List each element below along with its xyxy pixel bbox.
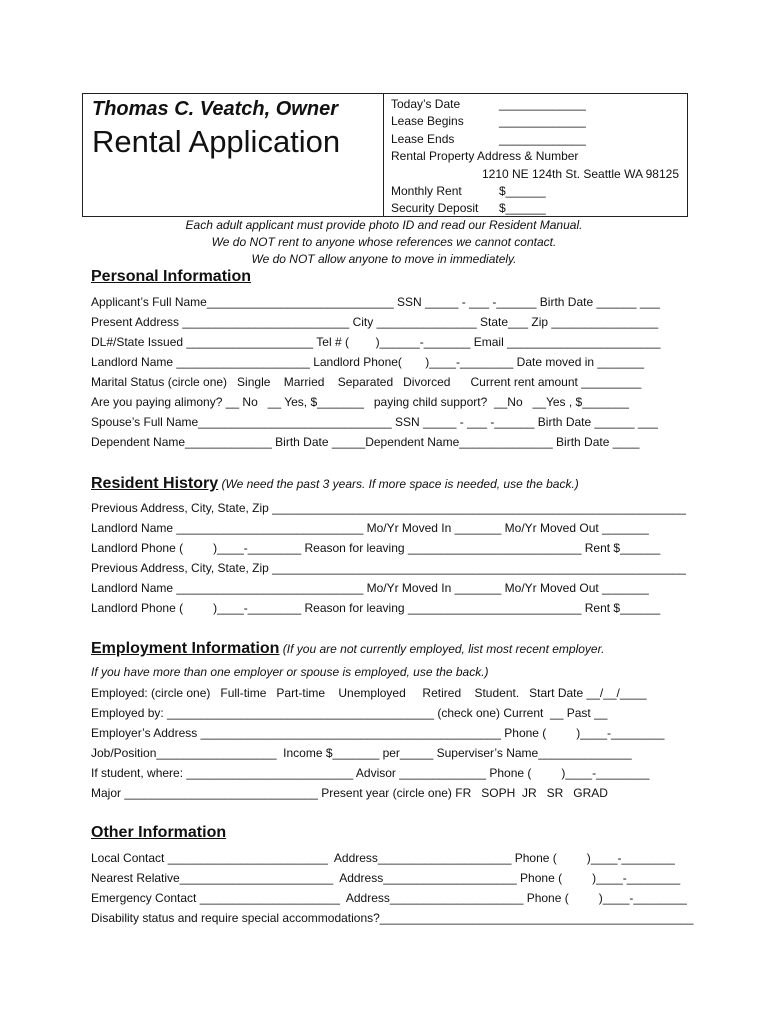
marital-status-row[interactable]: Marital Status (circle one) Single Married Separated Divorced Current rent amount _________ (91, 375, 642, 389)
lease-ends-row (391, 131, 683, 148)
student-row[interactable]: If student, where: _________________________ Advisor _____________ Phone ( )____-________ (91, 766, 650, 780)
previous-address-row-1[interactable]: Previous Address, City, State, Zip ______________________________________________________________ (91, 501, 686, 515)
todays-date-label: Today’s Date (391, 97, 461, 111)
monthly-rent-row (391, 183, 683, 200)
landlord-row[interactable]: Landlord Name ____________________ Landlord Phone( )____-________ Date moved in _______ (91, 355, 645, 369)
previous-address-row-2[interactable]: Previous Address, City, State, Zip ______________________________________________________________ (91, 561, 686, 575)
security-deposit-label: Security Deposit (391, 201, 479, 216)
present-address-row[interactable]: Present Address _________________________ City _______________ State___ Zip ________________ (91, 315, 659, 329)
lease-begins-field[interactable]: _____________ (499, 114, 586, 129)
employment-heading (91, 640, 604, 658)
lease-begins-row (391, 113, 683, 130)
job-position-row[interactable]: Job/Position__________________ Income $_______ per_____ Superviser’s Name______________ (91, 746, 632, 760)
lease-details (391, 96, 683, 218)
header-title-cell (83, 94, 384, 216)
major-row[interactable]: Major _____________________________ Present year (circle one) FR SOPH JR SR GRAD (91, 786, 608, 800)
lease-ends-label: Lease Ends (391, 131, 455, 146)
employment-note: (If you are not currently employed, list most recent employer. (279, 642, 605, 656)
alimony-row[interactable]: Are you paying alimony? __ No __ Yes, $_______ paying child support? __No __Yes , $_______ (91, 395, 629, 409)
security-deposit-row (391, 200, 683, 217)
todays-date-field[interactable]: _____________ (499, 97, 586, 111)
dependent-row[interactable]: Dependent Name_____________ Birth Date _____Dependent Name______________ Birth Date ____ (91, 435, 640, 449)
notice-photo-id: Each adult applicant must provide photo ID and read our Resident Manual. (185, 218, 583, 232)
security-deposit-field[interactable]: $______ (499, 201, 546, 216)
owner-name: Thomas C. Veatch, Owner (92, 98, 338, 120)
landlord-phone-row-2[interactable]: Landlord Phone ( )____-________ Reason for leaving __________________________ Rent $______ (91, 601, 661, 615)
notice-move-in: We do NOT allow anyone to move in immediately. (251, 252, 517, 266)
resident-history-title: Resident History (91, 475, 219, 492)
emergency-contact-row[interactable]: Emergency Contact _____________________ Address____________________ Phone ( )____-________ (91, 891, 687, 905)
notice-references: We do NOT rent to anyone whose references we cannot contact. (211, 235, 557, 249)
lease-begins-label: Lease Begins (391, 114, 464, 129)
landlord-name-row-2[interactable]: Landlord Name ____________________________ Mo/Yr Moved In _______ Mo/Yr Moved Out _______ (91, 581, 649, 595)
employed-status-row[interactable]: Employed: (circle one) Full-time Part-time Unemployed Retired Student. Start Date __/__/____ (91, 686, 647, 700)
resident-history-heading (91, 475, 579, 493)
todays-date-row (391, 96, 683, 113)
landlord-name-row-1[interactable]: Landlord Name ____________________________ Mo/Yr Moved In _______ Mo/Yr Moved Out _______ (91, 521, 649, 535)
spouse-row[interactable]: Spouse’s Full Name_____________________________ SSN _____ - ___ -______ Birth Date ______ ___ (91, 415, 658, 429)
landlord-phone-row-1[interactable]: Landlord Phone ( )____-________ Reason for leaving __________________________ Rent $______ (91, 541, 661, 555)
personal-info-heading (91, 268, 251, 286)
employer-address-row[interactable]: Employer’s Address _____________________________________________ Phone ( )____-________ (91, 726, 665, 740)
other-info-title: Other Information (91, 824, 227, 841)
property-label: Rental Property Address & Number (391, 149, 579, 164)
lease-ends-field[interactable]: _____________ (499, 131, 586, 146)
other-info-heading (91, 824, 226, 842)
applicant-notices (82, 217, 686, 268)
header-box (82, 93, 688, 217)
personal-info-title: Personal Information (91, 268, 252, 285)
monthly-rent-field[interactable]: $______ (499, 183, 546, 198)
resident-history-note: (We need the past 3 years. If more space is needed, use the back.) (218, 477, 579, 491)
page-title: Rental Application (92, 124, 341, 159)
nearest-relative-row[interactable]: Nearest Relative_______________________ Address____________________ Phone ( )____-________ (91, 871, 681, 885)
employment-title: Employment Information (91, 640, 280, 657)
applicant-name-row[interactable]: Applicant’s Full Name____________________________ SSN _____ - ___ -______ Birth Date ______ ___ (91, 295, 660, 309)
disability-row[interactable]: Disability status and require special accommodations?_______________________________________________ (91, 911, 694, 925)
dl-state-row[interactable]: DL#/State Issued ___________________ Tel # ( )______-_______ Email _______________________ (91, 335, 661, 349)
employed-by-row[interactable]: Employed by: ________________________________________ (check one) Current __ Past __ (91, 706, 608, 720)
monthly-rent-label: Monthly Rent (391, 183, 462, 198)
employment-note-continued: If you have more than one employer or spouse is employed, use the back.) (91, 665, 489, 679)
property-address: 1210 NE 124th St. Seattle WA 98125 (481, 166, 679, 181)
local-contact-row[interactable]: Local Contact ________________________ Address____________________ Phone ( )____-________ (91, 851, 675, 865)
